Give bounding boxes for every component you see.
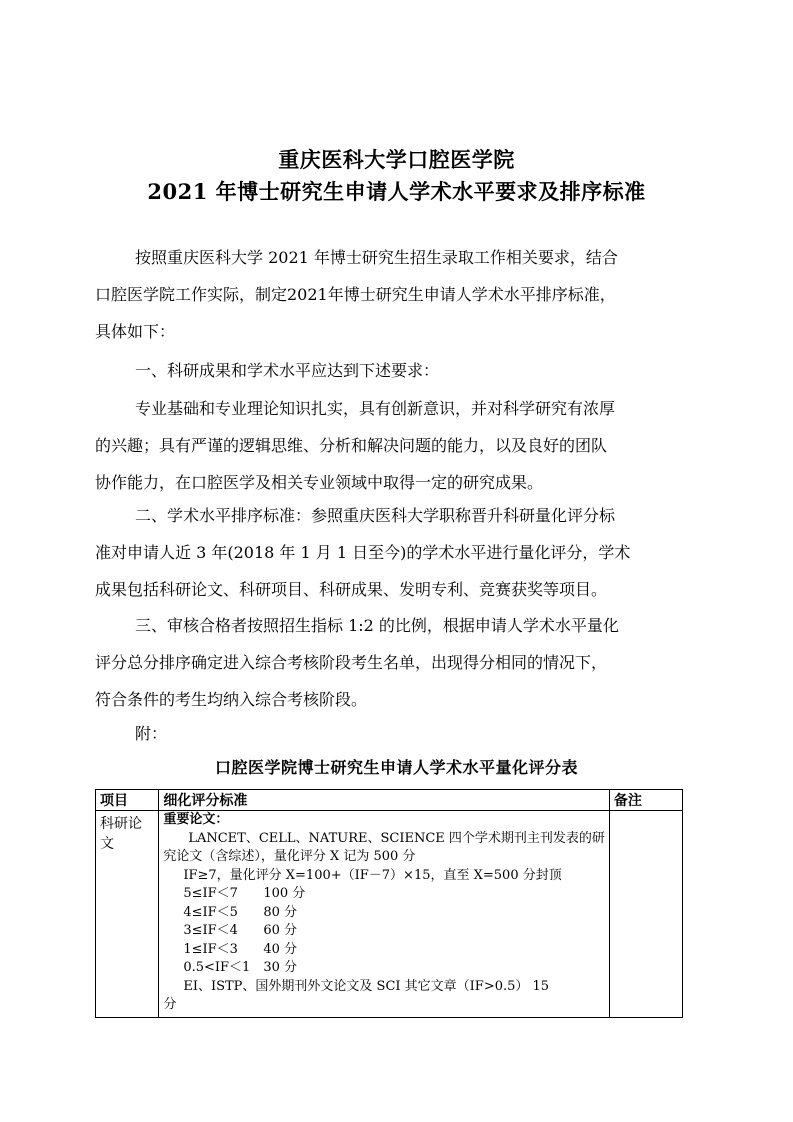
text-line: 附：: [135, 724, 168, 743]
criteria-tier: [163, 904, 605, 923]
table-header-cell: 备注: [609, 790, 682, 811]
page-subtitle: 2021 年博士研究生申请人学术水平要求及排序标准: [147, 179, 646, 204]
text-line: 准对申请人近 3 年(2018 年 1 月 1 日至今)的学术水平进行量化评分，学术: [95, 543, 631, 562]
tier-range: 4≤IF＜5: [183, 904, 238, 920]
table-cell-criteria: [159, 811, 610, 1018]
tier-range: 5≤IF＜7: [183, 886, 238, 901]
text-line: 符合条件的考生均纳入综合考核阶段。: [95, 690, 368, 709]
tier-range: 0.5<IF＜1: [183, 960, 251, 975]
criteria-line: LANCET、CELL、NATURE、SCIENCE 四个学术期刊主刊发表的研: [188, 830, 605, 846]
criteria-line: 分: [163, 997, 177, 1012]
text-line: 按照重庆医科大学 2021 年博士研究生招生录取工作相关要求，结合: [135, 248, 618, 267]
section2-paragraph: [95, 497, 695, 608]
criteria-tier: [163, 922, 605, 941]
text-line: 协作能力，在口腔医学及相关专业领域中取得一定的研究成果。: [95, 473, 544, 492]
scoring-table: [95, 789, 683, 1018]
text-line: 具体如下：: [95, 322, 176, 341]
criteria-tier: [163, 885, 605, 904]
criteria-line: 究论文（含综述），量化评分 X 记为 500 分: [163, 849, 416, 864]
table-header-cell: 项目: [96, 790, 159, 811]
requirements-paragraph: [95, 390, 695, 501]
criteria-tier: [163, 959, 605, 978]
attachment-label: [95, 715, 695, 752]
table-header-row: [96, 790, 683, 811]
table-row: [96, 811, 683, 1018]
text-line: 评分总分排序确定进入综合考核阶段考生名单，出现得分相同的情况下，: [95, 653, 608, 672]
table-header-cell: 细化评分标准: [159, 790, 610, 811]
criteria-line: EI、ISTP、国外期刊外文论文及 SCI 其它文章（IF>0.5） 15: [183, 978, 550, 994]
text-line: 专业基础和专业理论知识扎实，具有创新意识，并对科学研究有浓厚: [135, 399, 616, 418]
table-cell-note: [609, 811, 682, 1018]
tier-range: 3≤IF＜4: [183, 923, 238, 938]
text-line: 三、审核合格者按照招生指标 1:2 的比例，根据申请人学术水平量化: [135, 616, 619, 635]
criteria-heading: 重要论文：: [163, 812, 229, 827]
page-title: 重庆医科大学口腔医学院: [278, 147, 515, 172]
tier-score: 30 分: [263, 960, 298, 975]
criteria-line: IF≥7，量化评分 X=100+（IF－7）×15，直至 X=500 分封顶: [183, 867, 562, 883]
text-line: 口腔医学院工作实际，制定2021年博士研究生申请人学术水平排序标准，: [95, 285, 616, 304]
tier-range: 1≤IF＜3: [183, 941, 238, 957]
table-title: 口腔医学院博士研究生申请人学术水平量化评分表: [214, 758, 578, 777]
tier-score: 60 分: [263, 923, 298, 938]
text-line: 成果包括科研论文、科研项目、科研成果、发明专利、竞赛获奖等项目。: [95, 580, 608, 599]
text-line: 二、学术水平排序标准：参照重庆医科大学职称晋升科研量化评分标: [135, 506, 616, 525]
tier-score: 40 分: [263, 941, 298, 957]
tier-score: 80 分: [263, 904, 298, 920]
table-cell-item: 科研论文: [96, 811, 159, 1018]
criteria-tier: [163, 941, 605, 960]
intro-paragraph: [95, 239, 695, 350]
text-line: 一、科研成果和学术水平应达到下述要求：: [135, 361, 440, 380]
section3-paragraph: [95, 607, 695, 718]
text-line: 的兴趣；具有严谨的逻辑思维、分析和解决问题的能力，以及良好的团队: [95, 436, 608, 455]
tier-score: 100 分: [263, 886, 306, 901]
section1-heading: [95, 352, 695, 389]
